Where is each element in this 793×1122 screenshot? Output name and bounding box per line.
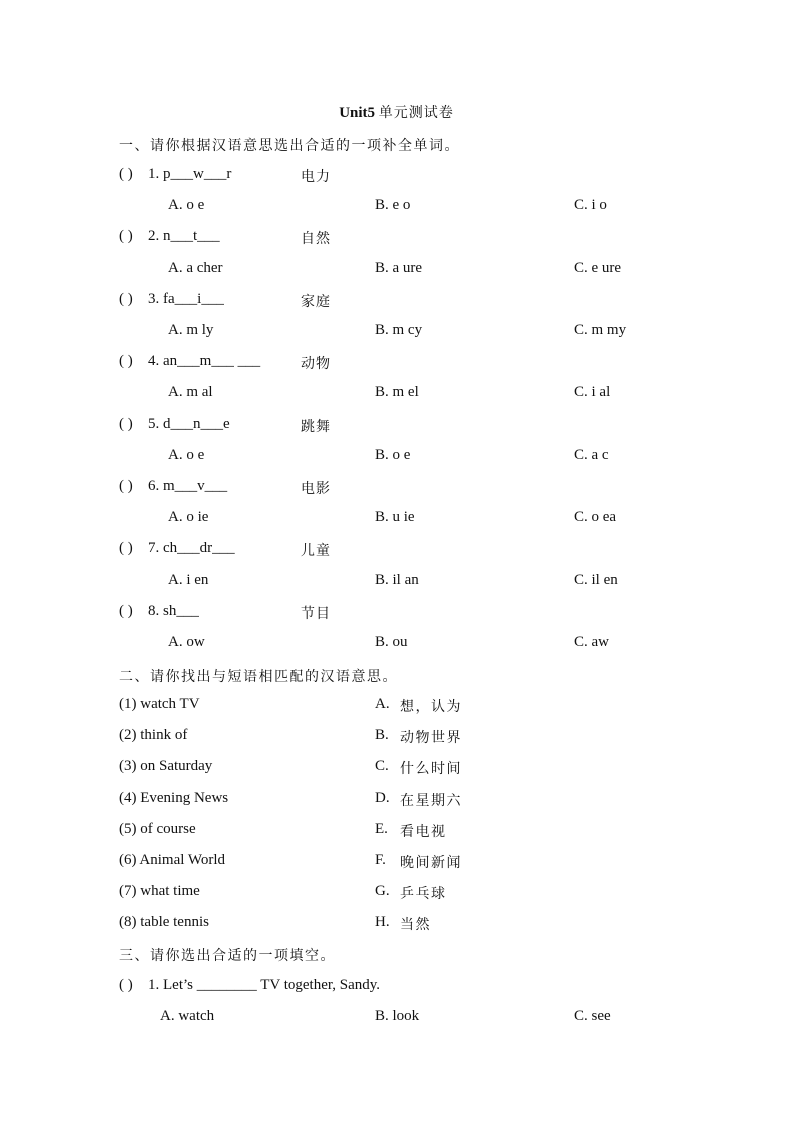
option-c: C. aw <box>574 634 609 650</box>
match-letter: F. <box>375 852 386 868</box>
question-meaning: 电力 <box>301 169 331 185</box>
option-a: A. m ly <box>168 322 214 338</box>
question-row <box>0 166 793 186</box>
question-word: 7. ch___dr___ <box>148 540 235 557</box>
options-row <box>0 322 793 342</box>
options-row <box>0 197 793 217</box>
option-b: B. o e <box>375 446 411 463</box>
options-row <box>0 384 793 404</box>
section3-heading: 三、请你选出合适的一项填空。 <box>119 948 336 964</box>
answer-bracket: ( ) <box>119 977 133 993</box>
option-c: C. i al <box>574 384 611 401</box>
answer-bracket: ( ) <box>119 415 133 432</box>
answer-bracket: ( ) <box>119 290 133 307</box>
match-phrase: (2) think of <box>119 727 188 744</box>
option-b: B. a ure <box>375 259 423 276</box>
match-meaning: 看电视 <box>400 823 447 840</box>
match-row <box>0 914 793 934</box>
match-letter: D. <box>375 789 390 806</box>
match-letter: B. <box>375 727 389 744</box>
question-meaning: 电影 <box>301 481 331 497</box>
question-meaning: 动物 <box>301 356 331 373</box>
match-row <box>0 852 793 872</box>
match-letter: H. <box>375 914 390 931</box>
match-meaning: 什么时间 <box>400 761 462 778</box>
answer-bracket: ( ) <box>119 478 133 494</box>
question-word: 8. sh___ <box>148 602 199 619</box>
option-a: A. ow <box>168 634 205 650</box>
match-meaning: 想，认为 <box>400 699 462 715</box>
options-row <box>0 634 793 654</box>
option-b: B. m cy <box>375 322 423 338</box>
option-b: B. look <box>375 1008 420 1025</box>
options-row <box>0 572 793 592</box>
option-c: C. see <box>574 1008 611 1025</box>
match-meaning: 晚间新闻 <box>400 855 462 871</box>
question-row <box>0 291 793 311</box>
match-meaning: 乒乓球 <box>400 886 447 903</box>
match-letter: G. <box>375 883 390 900</box>
match-phrase: (1) watch TV <box>119 696 200 712</box>
option-a: A. watch <box>160 1008 215 1025</box>
option-a: A. o e <box>168 197 205 214</box>
option-c: C. o ea <box>574 509 617 526</box>
option-a: A. o ie <box>168 509 209 526</box>
answer-bracket: ( ) <box>119 353 133 370</box>
question-meaning: 儿童 <box>301 543 331 560</box>
match-phrase: (7) what time <box>119 883 200 900</box>
match-meaning: 动物世界 <box>400 730 462 747</box>
option-b: B. il an <box>375 571 419 588</box>
match-row <box>0 696 793 716</box>
question-row <box>0 977 793 997</box>
option-c: C. m my <box>574 322 627 338</box>
question-meaning: 家庭 <box>301 293 331 310</box>
match-letter: A. <box>375 696 390 712</box>
option-b: B. e o <box>375 197 411 214</box>
question-word: 2. n___t___ <box>148 228 220 245</box>
match-row <box>0 790 793 810</box>
options-row <box>0 1008 793 1028</box>
match-phrase: (8) table tennis <box>119 914 209 931</box>
match-phrase: (4) Evening News <box>119 789 229 806</box>
option-a: A. i en <box>168 571 209 588</box>
options-row <box>0 509 793 529</box>
match-letter: E. <box>375 820 388 837</box>
title-chinese: 单元测试卷 <box>378 105 454 121</box>
section2-heading: 二、请你找出与短语相匹配的汉语意思。 <box>119 669 398 685</box>
question-row <box>0 228 793 248</box>
options-row <box>0 260 793 280</box>
question-row <box>0 353 793 373</box>
question-row <box>0 540 793 560</box>
option-a: A. m al <box>168 384 213 401</box>
page-title <box>0 102 793 122</box>
answer-bracket: ( ) <box>119 602 133 619</box>
option-c: C. i o <box>574 197 607 214</box>
match-phrase: (3) on Saturday <box>119 758 213 775</box>
section1-heading: 一、请你根据汉语意思选出合适的一项补全单词。 <box>119 138 460 154</box>
option-c: C. il en <box>574 571 618 588</box>
option-a: A. o e <box>168 446 205 463</box>
question-word: 4. an___m___ ___ <box>148 353 261 370</box>
question-text: 1. Let’s ________ TV together, Sandy. <box>148 977 381 993</box>
question-meaning: 跳舞 <box>301 418 331 435</box>
question-word: 6. m___v___ <box>148 478 228 494</box>
question-word: 1. p___w___r <box>148 166 232 182</box>
option-c: C. e ure <box>574 259 622 276</box>
match-phrase: (6) Animal World <box>119 852 226 868</box>
option-b: B. u ie <box>375 509 415 526</box>
question-row <box>0 416 793 436</box>
match-row <box>0 883 793 903</box>
answer-bracket: ( ) <box>119 228 133 245</box>
options-row <box>0 447 793 467</box>
match-row <box>0 821 793 841</box>
title-unit: Unit5 <box>339 105 376 121</box>
option-b: B. ou <box>375 634 408 650</box>
question-row <box>0 603 793 623</box>
match-letter: C. <box>375 758 389 775</box>
question-word: 3. fa___i___ <box>148 290 224 307</box>
question-word: 5. d___n___e <box>148 415 230 432</box>
match-meaning: 在星期六 <box>400 792 462 809</box>
match-phrase: (5) of course <box>119 820 196 837</box>
question-meaning: 节目 <box>301 605 331 622</box>
match-meaning: 当然 <box>400 917 431 934</box>
option-c: C. a c <box>574 446 609 463</box>
question-row <box>0 478 793 498</box>
answer-bracket: ( ) <box>119 540 133 557</box>
question-meaning: 自然 <box>301 231 331 248</box>
option-a: A. a cher <box>168 259 223 276</box>
option-b: B. m el <box>375 384 419 401</box>
match-row <box>0 727 793 747</box>
answer-bracket: ( ) <box>119 166 133 182</box>
match-row <box>0 758 793 778</box>
